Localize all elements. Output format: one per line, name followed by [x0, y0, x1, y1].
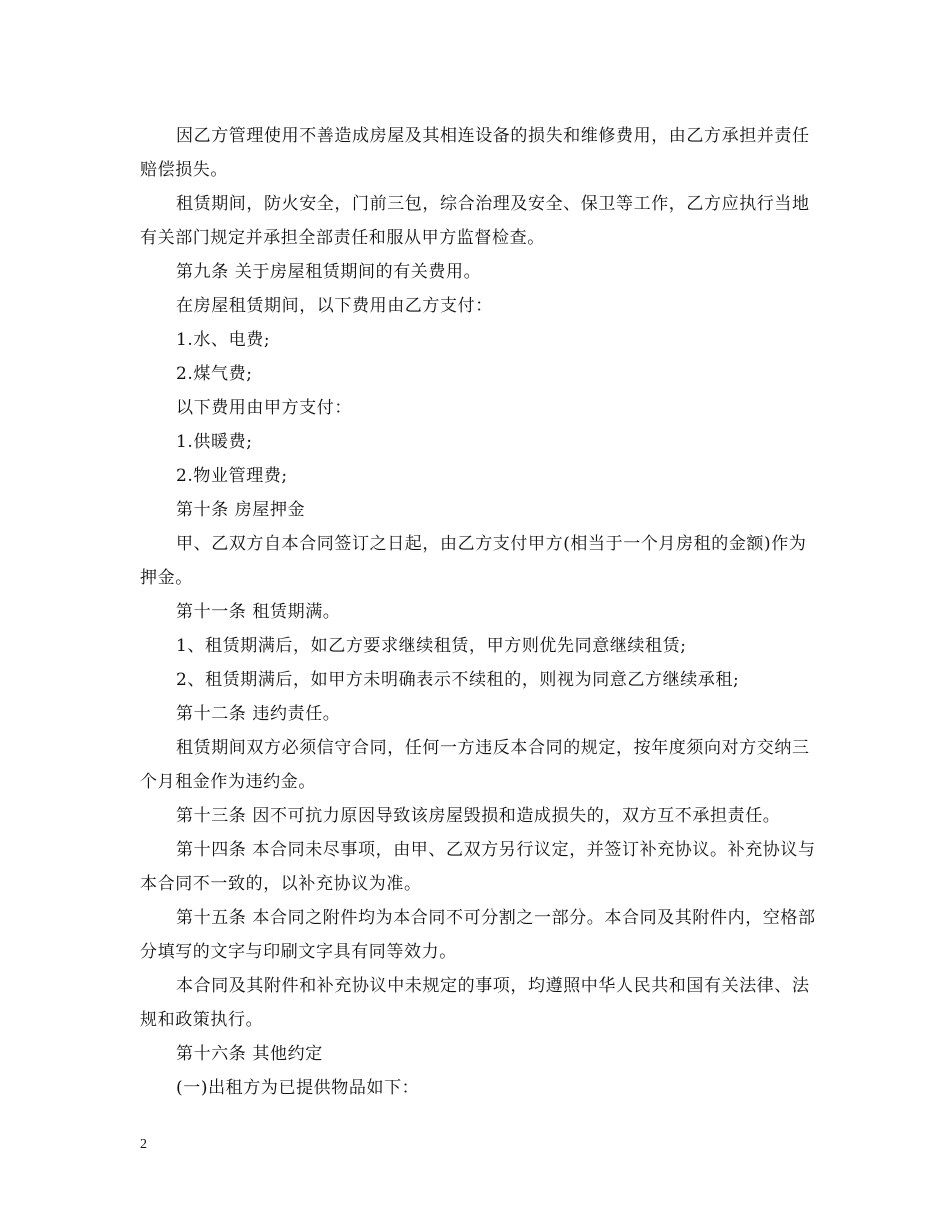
section-paragraph: 第十五条 本合同之附件均为本合同不可分割之一部分。本合同及其附件内，空格部分填写的文字与印刷文字具有同等效力。	[140, 908, 816, 962]
paragraph: 在房屋租赁期间，以下费用由乙方支付：	[176, 296, 493, 316]
section-heading: 第九条 关于房屋租赁期间的有关费用。	[176, 262, 482, 282]
list-item: 1.供暖费;	[176, 432, 253, 452]
paragraph: 租赁期间，防火安全，门前三包，综合治理及安全、保卫等工作，乙方应执行当地有关部门规定并承担全部责任和服从甲方监督检查。	[140, 194, 810, 248]
list-item: 2、租赁期满后，如甲方未明确表示不续租的，则视为同意乙方继续承租;	[176, 670, 740, 690]
list-item: 2.煤气费;	[176, 364, 253, 384]
paragraph: (一)出租方为已提供物品如下：	[176, 1078, 420, 1098]
list-item: 2.物业管理费;	[176, 466, 288, 486]
paragraph: 以下费用由甲方支付：	[176, 398, 352, 418]
paragraph: 因乙方管理使用不善造成房屋及其相连设备的损失和维修费用，由乙方承担并责任赔偿损失。	[140, 126, 810, 180]
list-item: 1.水、电费;	[176, 330, 271, 350]
list-item: 1、租赁期满后，如乙方要求继续租赁，甲方则优先同意继续租赁;	[176, 636, 687, 656]
paragraph: 甲、乙双方自本合同签订之日起，由乙方支付甲方(相当于一个月房租的金额)作为押金。	[140, 534, 807, 588]
section-heading: 第十条 房屋押金	[176, 500, 306, 520]
section-heading: 第十二条 违约责任。	[176, 704, 341, 724]
section-heading: 第十一条 租赁期满。	[176, 602, 341, 622]
document-body	[140, 119, 820, 1105]
section-heading: 第十六条 其他约定	[176, 1044, 323, 1064]
page-number: 2	[140, 1137, 147, 1152]
section-paragraph: 第十三条 因不可抗力原因导致该房屋毁损和造成损失的，双方互不承担责任。	[176, 806, 781, 826]
paragraph: 租赁期间双方必须信守合同，任何一方违反本合同的规定，按年度须向对方交纳三个月租金作为违约金。	[140, 738, 810, 792]
paragraph: 本合同及其附件和补充协议中未规定的事项，均遵照中华人民共和国有关法律、法规和政策执行。	[140, 976, 810, 1030]
section-paragraph: 第十四条 本合同未尽事项，由甲、乙双方另行议定，并签订补充协议。补充协议与本合同不一致的，以补充协议为准。	[140, 840, 816, 894]
